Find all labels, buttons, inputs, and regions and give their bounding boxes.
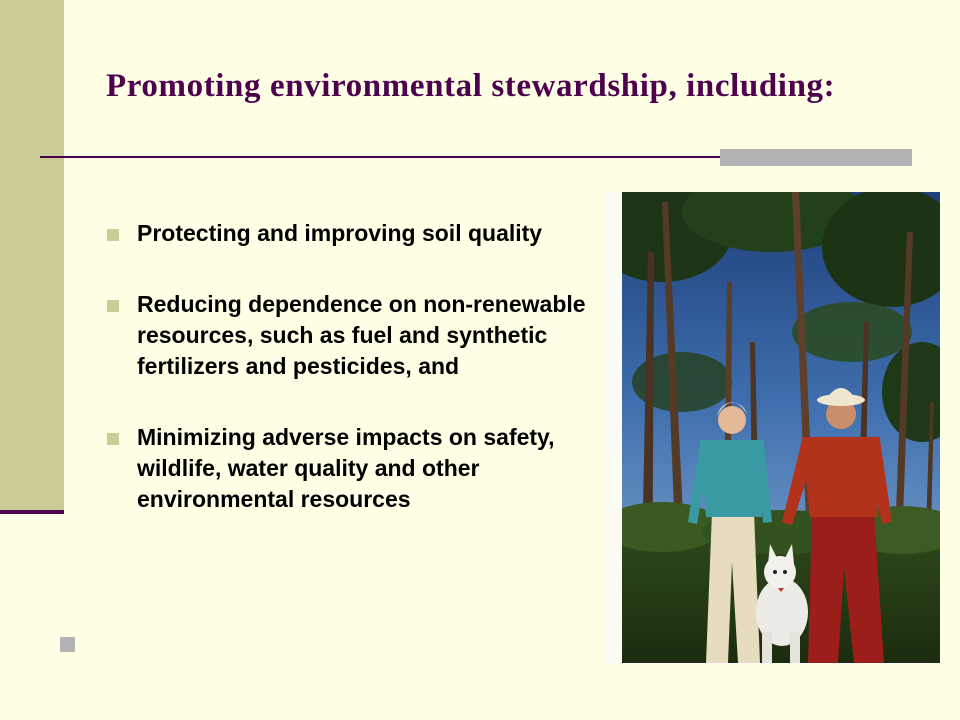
left-accent-band — [0, 0, 64, 512]
slide-title: Promoting environmental stewardship, including: — [106, 68, 836, 104]
square-bullet-icon — [107, 300, 119, 312]
empty-bullet-icon — [60, 637, 75, 652]
bullet-text: Reducing dependence on non-renewable resources, such as fuel and synthetic fertilizers and pesticides, and — [137, 291, 586, 379]
bullet-item — [106, 289, 601, 382]
bullet-text: Protecting and improving soil quality — [137, 220, 543, 246]
bullet-text: Minimizing adverse impacts on safety, wildlife, water quality and other environmental resources — [137, 424, 555, 512]
square-bullet-icon — [107, 229, 119, 241]
square-bullet-icon — [107, 433, 119, 445]
title-divider-accent — [720, 149, 912, 166]
bullet-item — [106, 422, 601, 515]
bullet-list — [106, 218, 601, 555]
left-band-rule — [0, 510, 64, 514]
bullet-item — [106, 218, 601, 249]
couple-with-dog-photo — [622, 192, 940, 663]
